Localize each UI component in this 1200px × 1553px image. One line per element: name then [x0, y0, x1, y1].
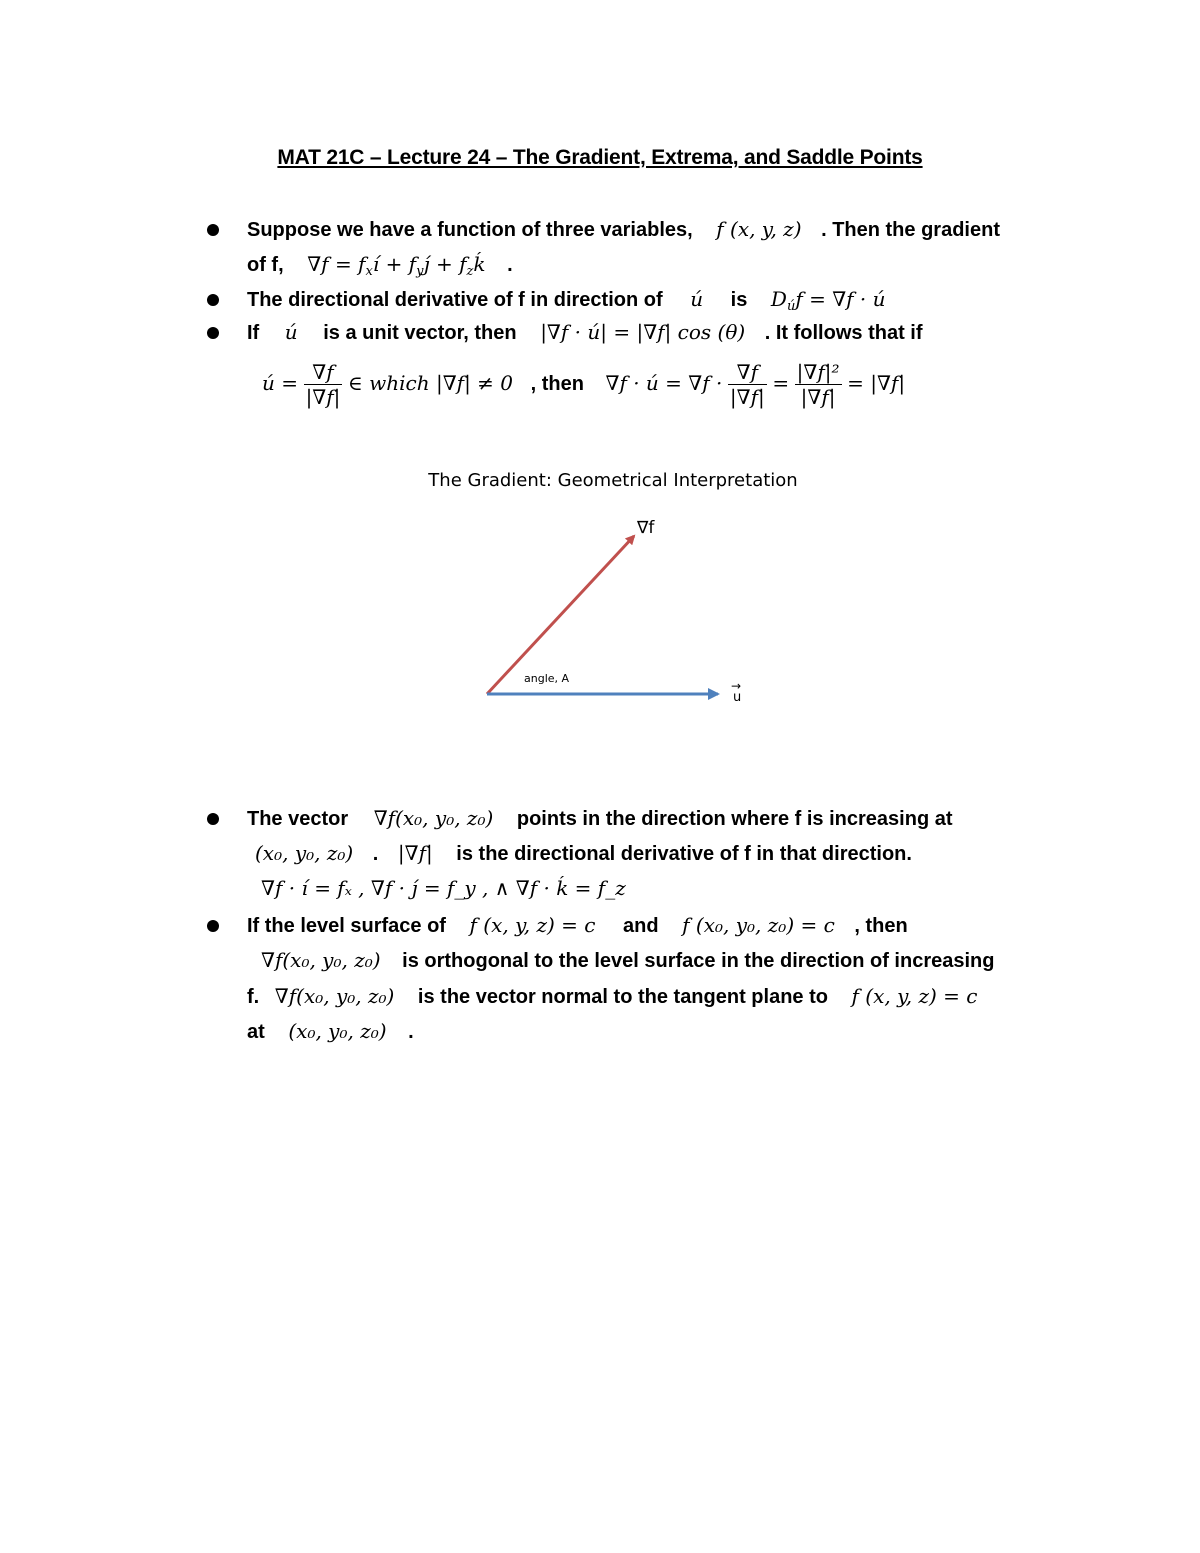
text: f.: [247, 986, 260, 1008]
math-expression: f (x, y, z) = c: [851, 984, 978, 1008]
bullet-4-line-1: [247, 806, 953, 831]
math-expression: ú =: [262, 370, 298, 395]
math-expression: f (x₀, y₀, z₀) = c: [682, 913, 835, 937]
math-expression: ∈ which |∇f| ≠ 0: [347, 370, 514, 395]
math-expression: f (x, y, z) = c: [469, 913, 596, 937]
text: is: [730, 289, 748, 311]
text: .: [372, 843, 379, 865]
fraction: $\frac{\text{|∇f|²}}{|\nabla f|}$: [796, 360, 840, 409]
gradient-label: ∇f: [637, 518, 655, 538]
bullet-5-line-3: [247, 984, 977, 1009]
bullet-marker: [207, 813, 219, 825]
text: is a unit vector, then: [323, 322, 517, 344]
math-expression: ∇f · ú = ∇f ·: [605, 370, 723, 395]
math-expression: ∇f(x₀, y₀, z₀): [373, 806, 494, 830]
text: points in the direction where f is increasing at: [516, 808, 953, 830]
math-expression: ú: [690, 287, 704, 311]
text: and: [623, 915, 659, 937]
bullet-5-line-4: [247, 1019, 414, 1044]
bullet-5-line-1: [247, 913, 908, 938]
math-expression: ú: [284, 320, 298, 344]
fraction: $\frac{\nabla f}{|\nabla f|}$: [305, 360, 341, 409]
text: is orthogonal to the level surface in the direction of increasing: [402, 950, 995, 972]
unit-vector-label: u: [733, 690, 742, 705]
text: of f,: [247, 254, 284, 276]
math-expression: =: [772, 370, 790, 395]
directional-derivative-formula: $D_úf = \nabla f$ · ú: [770, 287, 886, 314]
math-expression: |∇f|: [397, 841, 433, 865]
text: .: [408, 1021, 414, 1043]
math-expression: ∇f(x₀, y₀, z₀): [261, 948, 381, 972]
text: The vector: [247, 808, 349, 830]
angle-label: angle, A: [524, 672, 570, 685]
text: is the directional derivative of f in that direction.: [456, 843, 912, 865]
text: is the vector normal to the tangent plane to: [417, 986, 828, 1008]
text: .: [507, 254, 513, 276]
math-expression: |∇f · ú| = |∇f| cos (θ): [540, 320, 746, 344]
gradient-definition: $\nabla f = f_xí$ + $f_yj́$ + $f_zḱ$: [307, 252, 486, 279]
bullet-marker: [207, 920, 219, 932]
math-expression: (x₀, y₀, z₀): [288, 1019, 387, 1043]
text: . Then the gradient: [821, 219, 1000, 241]
bullet-4-line-2: [247, 841, 912, 866]
math-expression: = |∇f|: [847, 370, 906, 395]
text: The directional derivative of f in direction of: [247, 289, 663, 311]
text: , then: [530, 372, 584, 395]
diagram-title: The Gradient: Geometrical Interpretation: [428, 470, 798, 491]
unit-vector-arrow-label: →: [731, 679, 742, 693]
bullet-5-line-2: [247, 948, 994, 973]
text: , then: [854, 915, 908, 937]
math-expression: (x₀, y₀, z₀): [255, 841, 354, 865]
fraction: $\frac{\nabla f}{|\nabla f|}$: [729, 360, 765, 409]
bullet-4-line-3: [247, 876, 626, 901]
text: at: [247, 1021, 265, 1043]
text: If the level surface of: [247, 915, 446, 937]
text: Suppose we have a function of three variables,: [247, 219, 693, 241]
math-expression: ∇f · í = fₓ , ∇f · j́ = f_y , ∧ ∇f · ḱ = f_z: [261, 876, 626, 900]
math-expression: ∇f(x₀, y₀, z₀): [274, 984, 395, 1008]
page-title: MAT 21C – Lecture 24 – The Gradient, Extrema, and Saddle Points: [277, 146, 923, 169]
text: If: [247, 322, 260, 344]
math-expression: f (x, y, z): [716, 217, 802, 241]
gradient-vector-arrow: [487, 536, 634, 694]
text: . It follows that if: [764, 322, 923, 344]
